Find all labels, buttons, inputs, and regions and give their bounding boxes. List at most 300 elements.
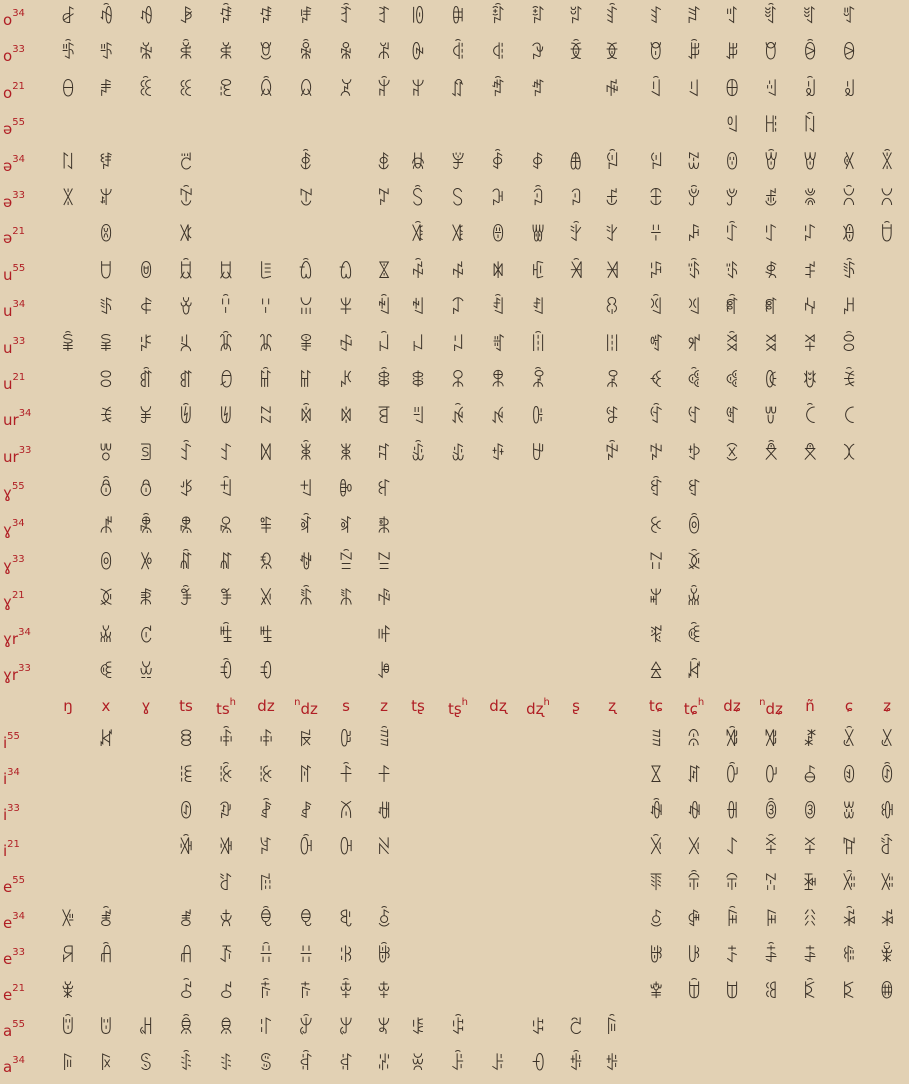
syllable-glyph: ꋫ <box>98 945 114 967</box>
syllable-glyph: ꊗ <box>138 661 154 684</box>
upper-table-row <box>0 655 909 689</box>
upper-table-row <box>0 546 909 580</box>
syllable-glyph: ꇋ <box>604 151 620 174</box>
row-label-base: u <box>3 265 13 284</box>
syllable-glyph: ꊩ <box>841 729 857 751</box>
syllable-glyph: ꌟ <box>450 1053 466 1075</box>
syllable-glyph: ꌙ <box>218 1053 234 1075</box>
syllable-glyph: ꇚ <box>490 188 506 210</box>
syllable-glyph: ꇅ <box>376 151 392 174</box>
row-label-base: ɣ <box>3 593 12 612</box>
syllable-glyph: ꆐ <box>686 6 702 28</box>
syllable-glyph: ꈭ <box>802 333 818 356</box>
syllable-glyph: ꆧ <box>763 42 779 65</box>
syllable-glyph: ꊊ <box>298 588 314 611</box>
syllable-glyph: ꋣ <box>648 909 664 931</box>
syllable-glyph: ꆱ <box>338 78 354 101</box>
syllable-glyph: ꉉ <box>376 406 392 429</box>
row-label-tone: 33 <box>7 803 20 814</box>
upper-table-row <box>0 510 909 544</box>
syllable-glyph: ꊬ <box>218 765 234 787</box>
syllable-glyph: ꋋ <box>648 837 664 859</box>
syllable-glyph: ꆽ <box>841 78 857 101</box>
syllable-glyph: ꋘ <box>802 873 818 895</box>
syllable-glyph: ꇬ <box>604 224 620 247</box>
syllable-glyph: ꋉ <box>338 837 354 859</box>
syllable-glyph: ꆂ <box>138 6 154 28</box>
row-label-tone: 33 <box>12 44 25 56</box>
syllable-glyph: ꉳ <box>178 515 194 538</box>
upper-table-row <box>0 0 909 34</box>
syllable-glyph: ꋪ <box>60 945 76 967</box>
syllable-glyph: ꋲ <box>648 945 664 967</box>
syllable-glyph: ꆪ <box>60 78 76 101</box>
initial-header <box>829 692 869 720</box>
initial-header <box>478 692 518 720</box>
syllable-glyph: ꌔ <box>604 1017 620 1039</box>
syllable-glyph: ꌣ <box>604 1053 620 1075</box>
syllable-glyph: ꈃ <box>686 260 702 283</box>
initial-header <box>556 692 596 720</box>
syllable-glyph: ꈤ <box>410 333 426 356</box>
row-label <box>3 146 25 180</box>
row-label <box>3 291 25 325</box>
syllable-glyph: ꊿ <box>686 801 702 823</box>
syllable-glyph: ꈷ <box>410 370 426 392</box>
row-label-tone: 33 <box>12 335 26 347</box>
lower-table-row <box>0 1047 909 1081</box>
row-label-tone: 21 <box>12 372 26 383</box>
initial-header <box>48 692 88 720</box>
syllable-glyph: ꇻ <box>376 260 392 283</box>
syllable-glyph: ꋷ <box>841 945 857 967</box>
syllable-glyph: ꇸ <box>258 260 274 283</box>
syllable-glyph: ꊪ <box>879 729 895 751</box>
syllable-glyph: ꇥ <box>98 224 114 247</box>
upper-table-row <box>0 291 909 325</box>
syllable-glyph: ꈖ <box>686 297 702 320</box>
row-label <box>3 255 25 289</box>
syllable-glyph: ꋰ <box>338 945 354 967</box>
syllable-glyph: ꊽ <box>376 801 392 823</box>
initial-header <box>438 692 478 720</box>
row-label <box>3 73 25 107</box>
syllable-glyph: ꋎ <box>763 837 779 859</box>
syllable-glyph: ꈨ <box>604 333 620 356</box>
syllable-glyph: ꉠ <box>530 442 546 465</box>
syllable-glyph: ꉴ <box>218 515 234 538</box>
syllable-glyph: ꋨ <box>841 909 857 931</box>
syllable-glyph: ꇞ <box>648 188 664 210</box>
syllable-glyph: ꈇ <box>841 260 857 283</box>
row-label-tone: 21 <box>7 839 20 850</box>
syllable-glyph: ꇦ <box>178 224 194 247</box>
syllable-glyph: ꊑ <box>218 624 234 647</box>
syllable-glyph: ꆭ <box>178 78 194 101</box>
row-label <box>3 939 25 973</box>
syllable-glyph: ꊲ <box>686 765 702 787</box>
syllable-glyph: ꆩ <box>841 42 857 65</box>
syllable-glyph: ꉖ <box>138 442 154 465</box>
row-label <box>3 364 25 398</box>
syllable-glyph: ꈎ <box>338 297 354 320</box>
syllable-glyph: ꆚ <box>258 42 274 65</box>
syllable-glyph: ꈩ <box>648 333 664 356</box>
syllable-glyph: ꈺ <box>530 370 546 392</box>
syllable-glyph: ꊯ <box>338 765 354 787</box>
syllable-glyph: ꌒ <box>530 1017 546 1039</box>
syllable-glyph: ꋓ <box>258 873 274 895</box>
syllable-glyph: ꇁ <box>60 151 76 174</box>
syllable-glyph: ꆶ <box>530 78 546 101</box>
syllable-glyph: ꈐ <box>410 297 426 320</box>
syllable-glyph: ꉀ <box>802 370 818 392</box>
syllable-glyph: ꊙ <box>258 661 274 684</box>
syllable-glyph: ꈹ <box>490 370 506 392</box>
syllable-glyph: ꈏ <box>376 297 392 320</box>
row-label <box>3 759 20 793</box>
syllable-glyph: ꈊ <box>178 297 194 320</box>
syllable-glyph: ꈂ <box>648 260 664 283</box>
syllable-glyph: ꋅ <box>178 837 194 859</box>
syllable-glyph: ꈰ <box>138 370 154 392</box>
syllable-glyph: ꈡ <box>298 333 314 356</box>
syllable-glyph: ꉂ <box>98 406 114 429</box>
syllable-glyph: ꌅ <box>841 981 857 1003</box>
row-label <box>3 510 25 544</box>
upper-table-row <box>0 36 909 70</box>
initial-header <box>790 692 830 720</box>
initial-header <box>712 692 752 720</box>
syllable-glyph: ꉬ <box>298 479 314 502</box>
initial-header-aspiration: h <box>229 697 237 708</box>
syllable-glyph: ꇂ <box>98 151 114 174</box>
syllable-glyph: ꈚ <box>841 297 857 320</box>
syllable-glyph: ꋯ <box>298 945 314 967</box>
syllable-glyph: ꉓ <box>802 406 818 429</box>
row-label <box>3 328 25 362</box>
syllable-glyph: ꋟ <box>258 909 274 931</box>
row-label <box>3 795 20 829</box>
syllable-glyph: ꌐ <box>410 1017 426 1039</box>
syllable-glyph: ꋔ <box>648 873 664 895</box>
row-label-base: ə <box>3 156 13 175</box>
syllable-glyph: ꉎ <box>604 406 620 429</box>
syllable-glyph: ꈆ <box>802 260 818 283</box>
syllable-glyph: ꉸ <box>376 515 392 538</box>
syllable-glyph: ꈿ <box>763 370 779 392</box>
initial-header-base: ʐ <box>608 697 616 715</box>
initial-header <box>636 692 676 720</box>
syllable-glyph: ꋽ <box>298 981 314 1003</box>
syllable-glyph: ꈫ <box>724 333 740 356</box>
row-label-tone: 34 <box>18 408 32 420</box>
syllable-glyph: ꊣ <box>376 729 392 751</box>
syllable-glyph: ꋠ <box>298 909 314 931</box>
syllable-glyph: ꌠ <box>490 1053 506 1075</box>
syllable-glyph: ꈾ <box>724 370 740 392</box>
syllable-glyph: ꈀ <box>568 260 584 283</box>
syllable-glyph: ꊹ <box>218 801 234 823</box>
syllable-glyph: ꉡ <box>604 442 620 465</box>
syllable-glyph: ꇫ <box>568 224 584 247</box>
syllable-glyph: ꉩ <box>138 479 154 502</box>
syllable-glyph: ꋢ <box>376 909 392 931</box>
row-label <box>3 400 31 434</box>
row-label-tone: 33 <box>12 947 25 958</box>
syllable-glyph: ꆒ <box>763 6 779 28</box>
syllable-glyph: ꋝ <box>178 909 194 931</box>
syllable-glyph: ꋿ <box>376 981 392 1003</box>
syllable-glyph: ꆆ <box>298 6 314 28</box>
syllable-glyph: ꋶ <box>802 945 818 967</box>
syllable-glyph: ꇉ <box>530 151 546 174</box>
initial-header-aspiration: h <box>461 697 469 708</box>
syllable-glyph: ꆟ <box>450 42 466 65</box>
syllable-glyph: ꆜ <box>338 42 354 65</box>
initial-header-base: s <box>342 697 350 715</box>
syllable-glyph: ꌡ <box>530 1053 546 1075</box>
syllable-glyph: ꆻ <box>763 78 779 101</box>
syllable-glyph: ꉔ <box>841 406 857 429</box>
syllable-glyph: ꉃ <box>138 406 154 429</box>
upper-table-row <box>0 400 909 434</box>
syllable-glyph: ꇒ <box>879 151 895 174</box>
syllable-glyph: ꊖ <box>98 661 114 684</box>
syllable-glyph: ꇈ <box>490 151 506 174</box>
syllable-glyph: ꆔ <box>841 6 857 28</box>
syllable-glyph: ꌑ <box>450 1017 466 1039</box>
row-label-base: ɣr <box>3 666 19 685</box>
lower-table-row <box>0 939 909 973</box>
syllable-glyph: ꉅ <box>218 406 234 429</box>
initial-header-base: tɕ <box>648 697 664 715</box>
syllable-glyph: ꋺ <box>178 981 194 1003</box>
syllable-glyph: ꈋ <box>218 297 234 320</box>
row-label <box>3 36 25 70</box>
syllable-glyph: ꈓ <box>530 297 546 320</box>
syllable-glyph: ꇃ <box>178 151 194 174</box>
row-label-base: ə <box>3 229 13 248</box>
syllable-glyph: ꇊ <box>568 151 584 174</box>
upper-table-row <box>0 473 909 507</box>
syllable-glyph: ꋃ <box>841 801 857 823</box>
syllable-glyph: ꌇ <box>60 1017 76 1039</box>
upper-table-row <box>0 619 909 653</box>
syllable-glyph: ꈄ <box>724 260 740 283</box>
syllable-glyph: ꊥ <box>686 729 702 751</box>
syllable-glyph: ꉕ <box>98 442 114 465</box>
syllable-glyph: ꆣ <box>604 42 620 65</box>
syllable-glyph: ꌕ <box>60 1053 76 1075</box>
row-label <box>3 582 25 616</box>
syllable-glyph: ꊵ <box>802 765 818 787</box>
row-label-base: a <box>3 1022 13 1040</box>
syllable-glyph: ꉍ <box>530 406 546 429</box>
syllable-glyph: ꆲ <box>376 78 392 101</box>
lower-table-row <box>0 831 909 865</box>
syllable-glyph: ꆺ <box>724 78 740 101</box>
syllable-glyph: ꈒ <box>490 297 506 320</box>
syllable-glyph: ꆹ <box>686 78 702 101</box>
syllable-glyph: ꆃ <box>178 6 194 28</box>
row-label-base: ur <box>3 447 19 466</box>
syllable-glyph: ꆳ <box>410 78 426 101</box>
syllable-glyph: ꈍ <box>298 297 314 320</box>
row-label-tone: 21 <box>12 983 25 994</box>
syllable-glyph: ꊴ <box>763 765 779 787</box>
syllable-glyph: ꉆ <box>258 406 274 429</box>
upper-table-row <box>0 73 909 107</box>
syllable-glyph: ꋼ <box>258 981 274 1003</box>
lower-table-row <box>0 1011 909 1045</box>
row-label-tone: 34 <box>12 299 26 311</box>
syllable-glyph: ꆦ <box>724 42 740 65</box>
syllable-glyph: ꈝ <box>138 333 154 356</box>
lower-table-row <box>0 903 909 937</box>
syllable-glyph: ꊺ <box>258 801 274 823</box>
syllable-glyph: ꆁ <box>98 6 114 28</box>
syllable-glyph: ꈶ <box>376 370 392 392</box>
syllable-glyph: ꈌ <box>258 297 274 320</box>
row-label-tone: 34 <box>12 911 25 922</box>
row-label-tone: 55 <box>11 481 25 493</box>
syllable-glyph: ꌏ <box>376 1017 392 1039</box>
syllable-glyph: ꉧ <box>841 442 857 465</box>
syllable-glyph: ꋁ <box>763 801 779 823</box>
syllable-glyph: ꊎ <box>686 588 702 611</box>
syllable-glyph: ꌌ <box>258 1017 274 1039</box>
syllable-glyph: ꆅ <box>258 6 274 28</box>
syllable-glyph: ꋦ <box>763 909 779 931</box>
initial-header <box>246 692 286 720</box>
initial-header <box>286 692 326 720</box>
syllable-glyph: ꊔ <box>648 624 664 647</box>
syllable-glyph: ꇝ <box>604 188 620 210</box>
syllable-glyph: ꌊ <box>178 1017 194 1039</box>
syllable-glyph: ꌋ <box>218 1017 234 1039</box>
row-label <box>3 723 20 757</box>
syllable-glyph: ꌓ <box>568 1017 584 1039</box>
initial-header-base: ts <box>215 700 230 718</box>
syllable-glyph: ꋥ <box>724 909 740 931</box>
syllable-glyph: ꇀ <box>802 115 818 138</box>
syllable-glyph: ꆰ <box>298 78 314 101</box>
row-label-base: i <box>3 734 8 752</box>
syllable-glyph: ꋮ <box>258 945 274 967</box>
syllable-glyph: ꊞ <box>178 729 194 751</box>
row-label-tone: 55 <box>7 731 20 742</box>
syllable-glyph: ꋇ <box>258 837 274 859</box>
row-label-base: ɣ <box>3 520 12 539</box>
lower-table-row <box>0 795 909 829</box>
syllable-glyph: ꇼ <box>410 260 426 283</box>
syllable-glyph: ꊭ <box>258 765 274 787</box>
syllable-glyph: ꉵ <box>258 515 274 538</box>
row-label-tone: 34 <box>12 8 25 19</box>
syllable-glyph: ꈗ <box>724 297 740 320</box>
syllable-glyph: ꉭ <box>338 479 354 502</box>
row-label-base: ə <box>3 120 13 139</box>
upper-table-row <box>0 437 909 471</box>
syllable-glyph: ꆌ <box>530 6 546 28</box>
syllable-glyph: ꉾ <box>218 552 234 574</box>
upper-table-row <box>0 146 909 180</box>
syllable-glyph: ꉊ <box>410 406 426 429</box>
syllable-glyph: ꌆ <box>879 981 895 1003</box>
syllable-glyph: ꌂ <box>724 981 740 1003</box>
syllable-glyph: ꋖ <box>724 873 740 895</box>
row-label <box>3 1011 25 1045</box>
syllable-glyph: ꊡ <box>298 729 314 751</box>
initial-header-base: tʂ <box>447 700 462 718</box>
syllable-glyph: ꌈ <box>98 1017 114 1039</box>
syllable-glyph: ꇩ <box>490 224 506 247</box>
syllable-glyph: ꉁ <box>841 370 857 392</box>
syllable-glyph: ꉏ <box>648 406 664 429</box>
initial-header-base: ɣ <box>141 697 151 715</box>
syllable-glyph: ꉙ <box>258 442 274 465</box>
row-label-tone: 33 <box>11 554 25 565</box>
syllable-glyph: ꆵ <box>490 78 506 101</box>
syllable-glyph: ꊁ <box>338 552 354 574</box>
syllable-glyph: ꇽ <box>450 260 466 283</box>
syllable-glyph: ꈻ <box>604 370 620 392</box>
syllable-glyph: ꊂ <box>376 552 392 574</box>
syllable-glyph: ꌘ <box>178 1053 194 1075</box>
syllable-glyph: ꇑ <box>841 151 857 174</box>
syllable-glyph: ꋏ <box>802 837 818 859</box>
initial-header <box>518 692 558 720</box>
syllable-glyph: ꆏ <box>648 6 664 28</box>
syllable-glyph: ꉮ <box>376 479 392 502</box>
initial-header-aspiration: h <box>697 697 705 708</box>
syllable-glyph: ꇪ <box>530 224 546 247</box>
row-label-tone: 55 <box>12 875 25 886</box>
syllable-glyph: ꉋ <box>450 406 466 429</box>
initial-header-base: ʑ <box>883 697 891 715</box>
row-label-base: e <box>3 878 13 896</box>
row-label <box>3 473 25 507</box>
syllable-glyph: ꇧ <box>410 224 426 247</box>
syllable-glyph: ꋞ <box>218 909 234 931</box>
syllable-glyph: ꇏ <box>763 151 779 174</box>
syllable-glyph: ꋑ <box>879 837 895 859</box>
row-label-tone: 34 <box>12 1055 25 1066</box>
row-label <box>3 619 31 653</box>
syllable-glyph: ꈯ <box>98 370 114 392</box>
syllable-glyph: ꇔ <box>98 188 114 210</box>
initial-header-base: tɕ <box>683 700 698 718</box>
syllable-glyph: ꋐ <box>841 837 857 859</box>
syllable-glyph: ꉷ <box>338 515 354 538</box>
syllable-glyph: ꊸ <box>178 801 194 823</box>
row-label-base: ur <box>3 411 19 430</box>
syllable-glyph: ꇘ <box>410 188 426 210</box>
row-label-tone: 34 <box>12 153 25 165</box>
syllable-glyph: ꇄ <box>298 151 314 174</box>
row-label <box>3 437 31 471</box>
syllable-glyph: ꋹ <box>60 981 76 1003</box>
row-label <box>3 975 25 1009</box>
row-label <box>3 546 25 580</box>
syllable-glyph: ꉇ <box>298 406 314 429</box>
syllable-glyph: ꈴ <box>298 370 314 392</box>
syllable-glyph: ꋡ <box>338 909 354 931</box>
initial-header <box>398 692 438 720</box>
syllable-glyph: ꋛ <box>60 909 76 931</box>
upper-table-row <box>0 109 909 143</box>
